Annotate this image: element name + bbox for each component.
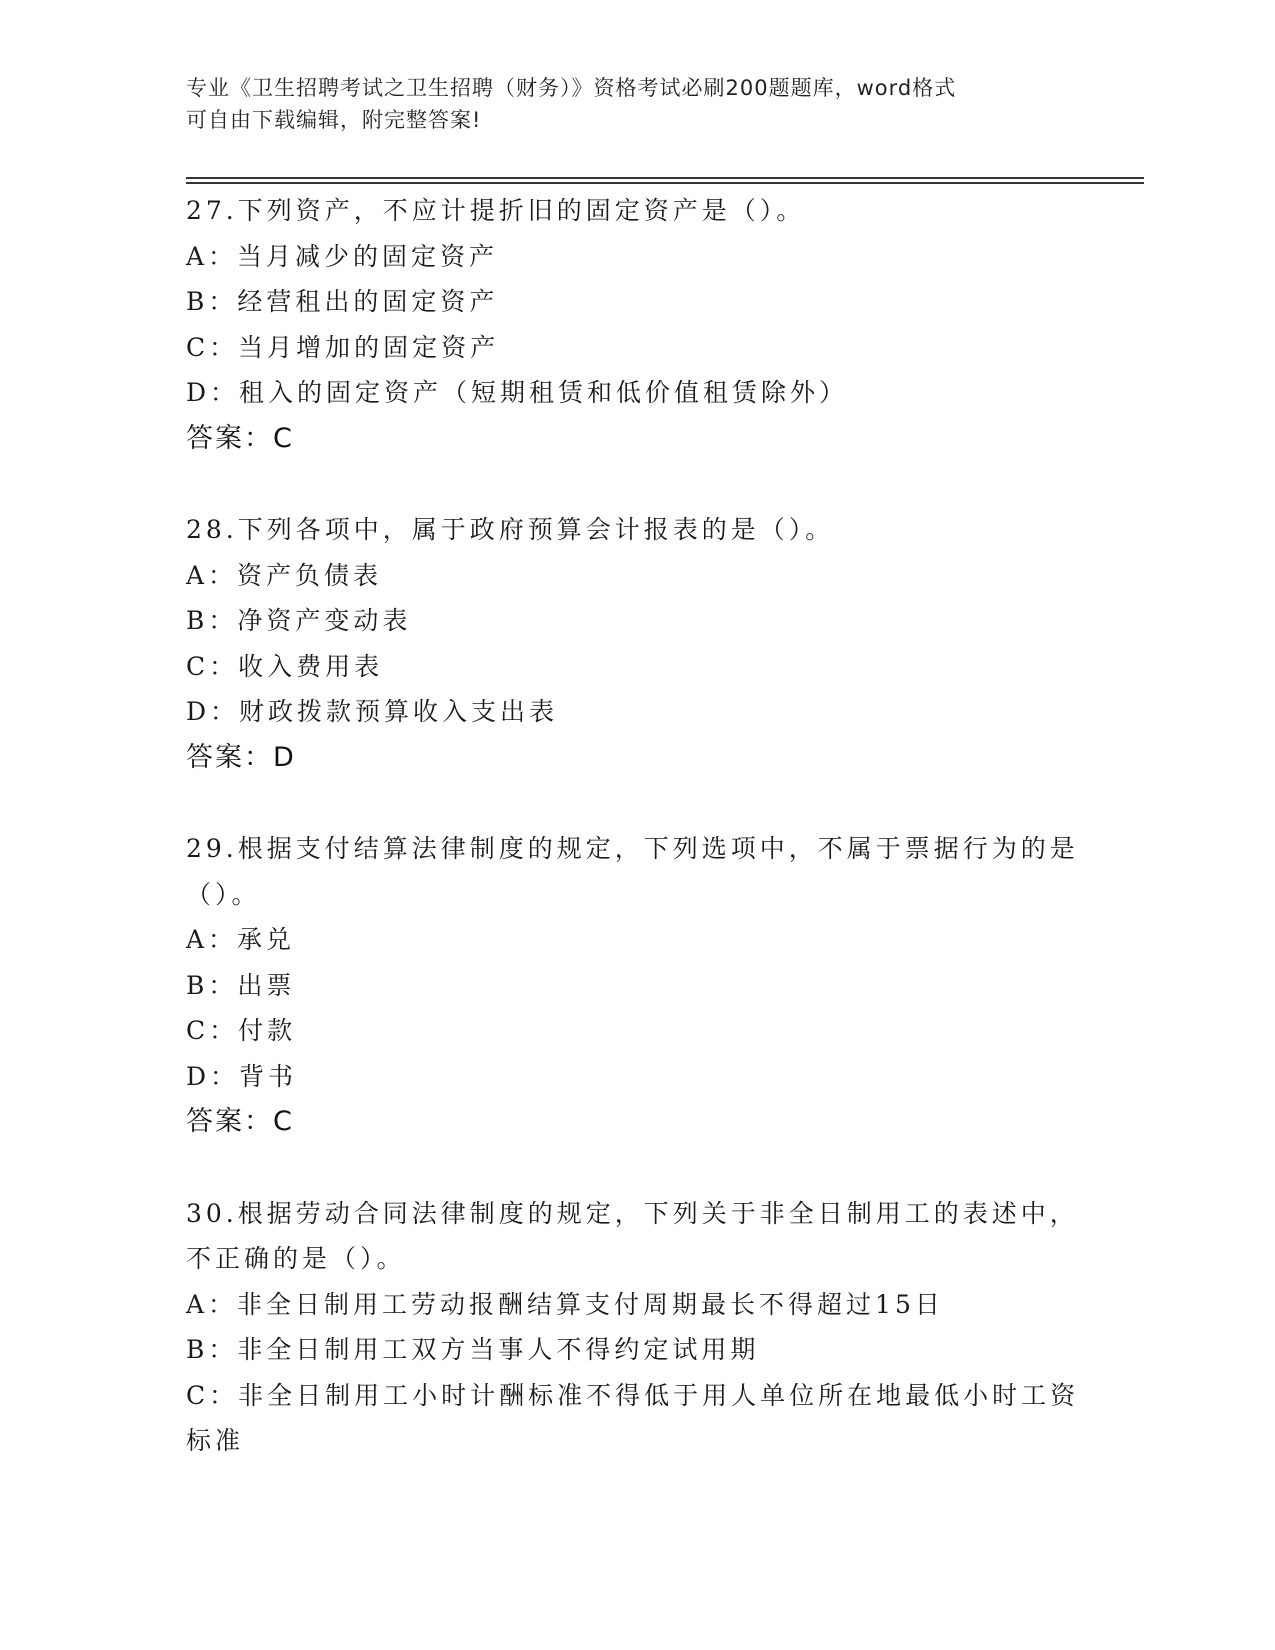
answer-line: 答案：C <box>186 422 294 454</box>
question-stem: 29.根据支付结算法律制度的规定，下列选项中，不属于票据行为的是 <box>186 834 1079 863</box>
header-line: 专业《卫生招聘考试之卫生招聘（财务）》资格考试必刷200题题库，word格式 <box>186 76 957 100</box>
question-list <box>186 188 1086 1510</box>
question-stem: 28.下列各项中，属于政府预算会计报表的是（）。 <box>186 515 835 544</box>
answer-line: 答案：D <box>186 741 296 773</box>
option-a: A：当月减少的固定资产 <box>186 241 499 271</box>
option-c-continued: 标准 <box>186 1426 245 1455</box>
option-b: B：出票 <box>186 970 296 1000</box>
header-divider <box>186 177 1144 179</box>
option-c: C：当月增加的固定资产 <box>186 332 500 362</box>
option-d: D：背书 <box>186 1061 298 1091</box>
document-header <box>186 72 1066 136</box>
option-a: A：非全日制用工劳动报酬结算支付周期最长不得超过15日 <box>186 1289 944 1319</box>
option-c: C：收入费用表 <box>186 651 384 681</box>
question-block <box>186 1191 1086 1464</box>
answer-line: 答案：C <box>186 1106 294 1137</box>
question-block <box>186 507 1086 780</box>
question-block <box>186 188 1086 461</box>
question-stem: 30.根据劳动合同法律制度的规定，下列关于非全日制用工的表述中， <box>186 1198 1079 1228</box>
option-d: D：租入的固定资产（短期租赁和低价值租赁除外） <box>186 378 849 407</box>
option-d: D：财政拨款预算收入支出表 <box>186 697 559 726</box>
question-stem: 27.下列资产，不应计提折旧的固定资产是（）。 <box>186 196 806 225</box>
question-stem-continued: （）。 <box>186 879 261 909</box>
question-stem-continued: 不正确的是（）。 <box>186 1244 406 1273</box>
option-b: B：经营租出的固定资产 <box>186 287 499 316</box>
option-a: A：承兑 <box>186 925 296 954</box>
option-a: A：资产负债表 <box>186 560 383 590</box>
option-b: B：净资产变动表 <box>186 606 412 635</box>
option-c: C：付款 <box>186 1016 297 1045</box>
option-c: C：非全日制用工小时计酬标准不得低于用人单位所在地最低小时工资 <box>186 1380 1080 1410</box>
question-block <box>186 826 1086 1145</box>
header-line: 可自由下载编辑，附完整答案! <box>186 108 482 132</box>
header-divider <box>186 182 1144 184</box>
option-b: B：非全日制用工双方当事人不得约定试用期 <box>186 1335 760 1364</box>
